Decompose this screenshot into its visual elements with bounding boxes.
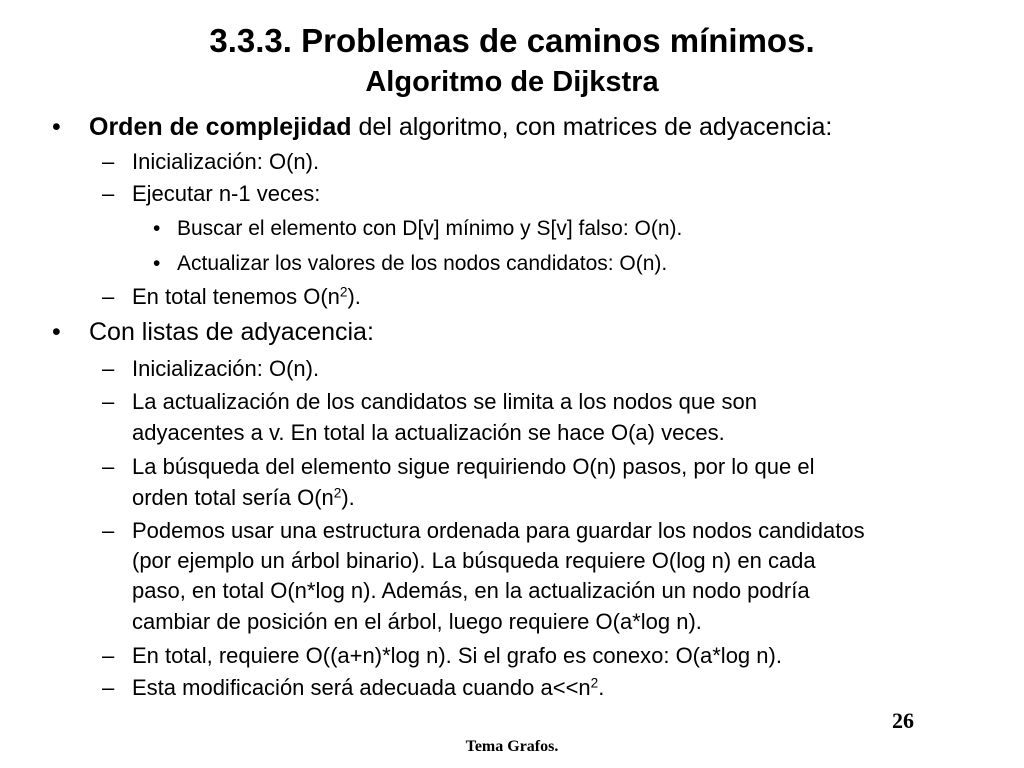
dash-marker: – [102,454,115,479]
dash-marker: – [102,181,115,206]
bullet-bold-text: Orden de complejidad [89,113,352,141]
bullet-marker: • [52,318,61,346]
footer-text: Tema Grafos. [465,738,559,755]
superscript: 2 [333,485,342,501]
text-part: orden total sería O(n [132,485,334,510]
sub-item-search-line1: La búsqueda del elemento sigue requiriendo O(n) pasos, por lo que el [132,454,815,479]
sub-item-search-line2 [132,487,355,509]
bullet-adjacency-lists: Con listas de adyacencia: [89,318,374,346]
text-part: . [598,675,605,700]
bullet-complexity-matrices [89,115,832,140]
small-bullet-marker: • [153,252,161,275]
sub-item-update-line1: La actualización de los candidatos se limita a los nodos que son [132,389,757,414]
text-part: En total tenemos O(n [132,284,340,309]
slide-subtitle: Algoritmo de Dijkstra [365,66,659,98]
bullet-text: del algoritmo, con matrices de adyacencia: [351,113,833,141]
sub-item-total-matrix [132,286,361,308]
text-part: ). [347,284,361,309]
sub-item-init-lists: Inicialización: O(n). [132,356,320,381]
page-number: 26 [892,708,914,733]
bullet-marker: • [52,113,61,141]
sub-item-suitable [132,677,604,699]
sub-item-ordered-line1: Podemos usar una estructura ordenada para guardar los nodos candidatos [132,518,865,543]
sub-item-ordered-line4: cambiar de posición en el árbol, luego requiere O(a*log n). [132,609,702,634]
superscript: 2 [339,284,348,300]
sub-item-execute: Ejecutar n-1 veces: [132,181,321,206]
superscript: 2 [590,675,599,691]
dash-marker: – [102,284,115,309]
small-bullet-marker: • [153,217,161,240]
text-part: ). [341,485,355,510]
sub-item-init-matrix: Inicialización: O(n). [132,149,320,174]
sub-item-ordered-line3: paso, en total O(n*log n). Además, en la actualización un nodo podría [132,578,810,603]
sub-item-ordered-line2: (por ejemplo un árbol binario). La búsqueda requiere O(log n) en cada [132,548,816,573]
dash-marker: – [102,675,115,700]
sub-item-total-lists: En total, requiere O((a+n)*log n). Si el grafo es conexo: O(a*log n). [132,643,782,668]
slide-title: 3.3.3. Problemas de caminos mínimos. [209,22,815,59]
sub-item-update-line2: adyacentes a v. En total la actualización se hace O(a) veces. [132,420,725,445]
sub-sub-item-update: Actualizar los valores de los nodos candidatos: O(n). [177,252,668,275]
sub-sub-item-search: Buscar el elemento con D[v] mínimo y S[v] falso: O(n). [177,217,683,240]
dash-marker: – [102,149,115,174]
text-part: Esta modificación será adecuada cuando a<<n [132,675,591,700]
dash-marker: – [102,518,115,543]
dash-marker: – [102,643,115,668]
dash-marker: – [102,389,115,414]
dash-marker: – [102,356,115,381]
